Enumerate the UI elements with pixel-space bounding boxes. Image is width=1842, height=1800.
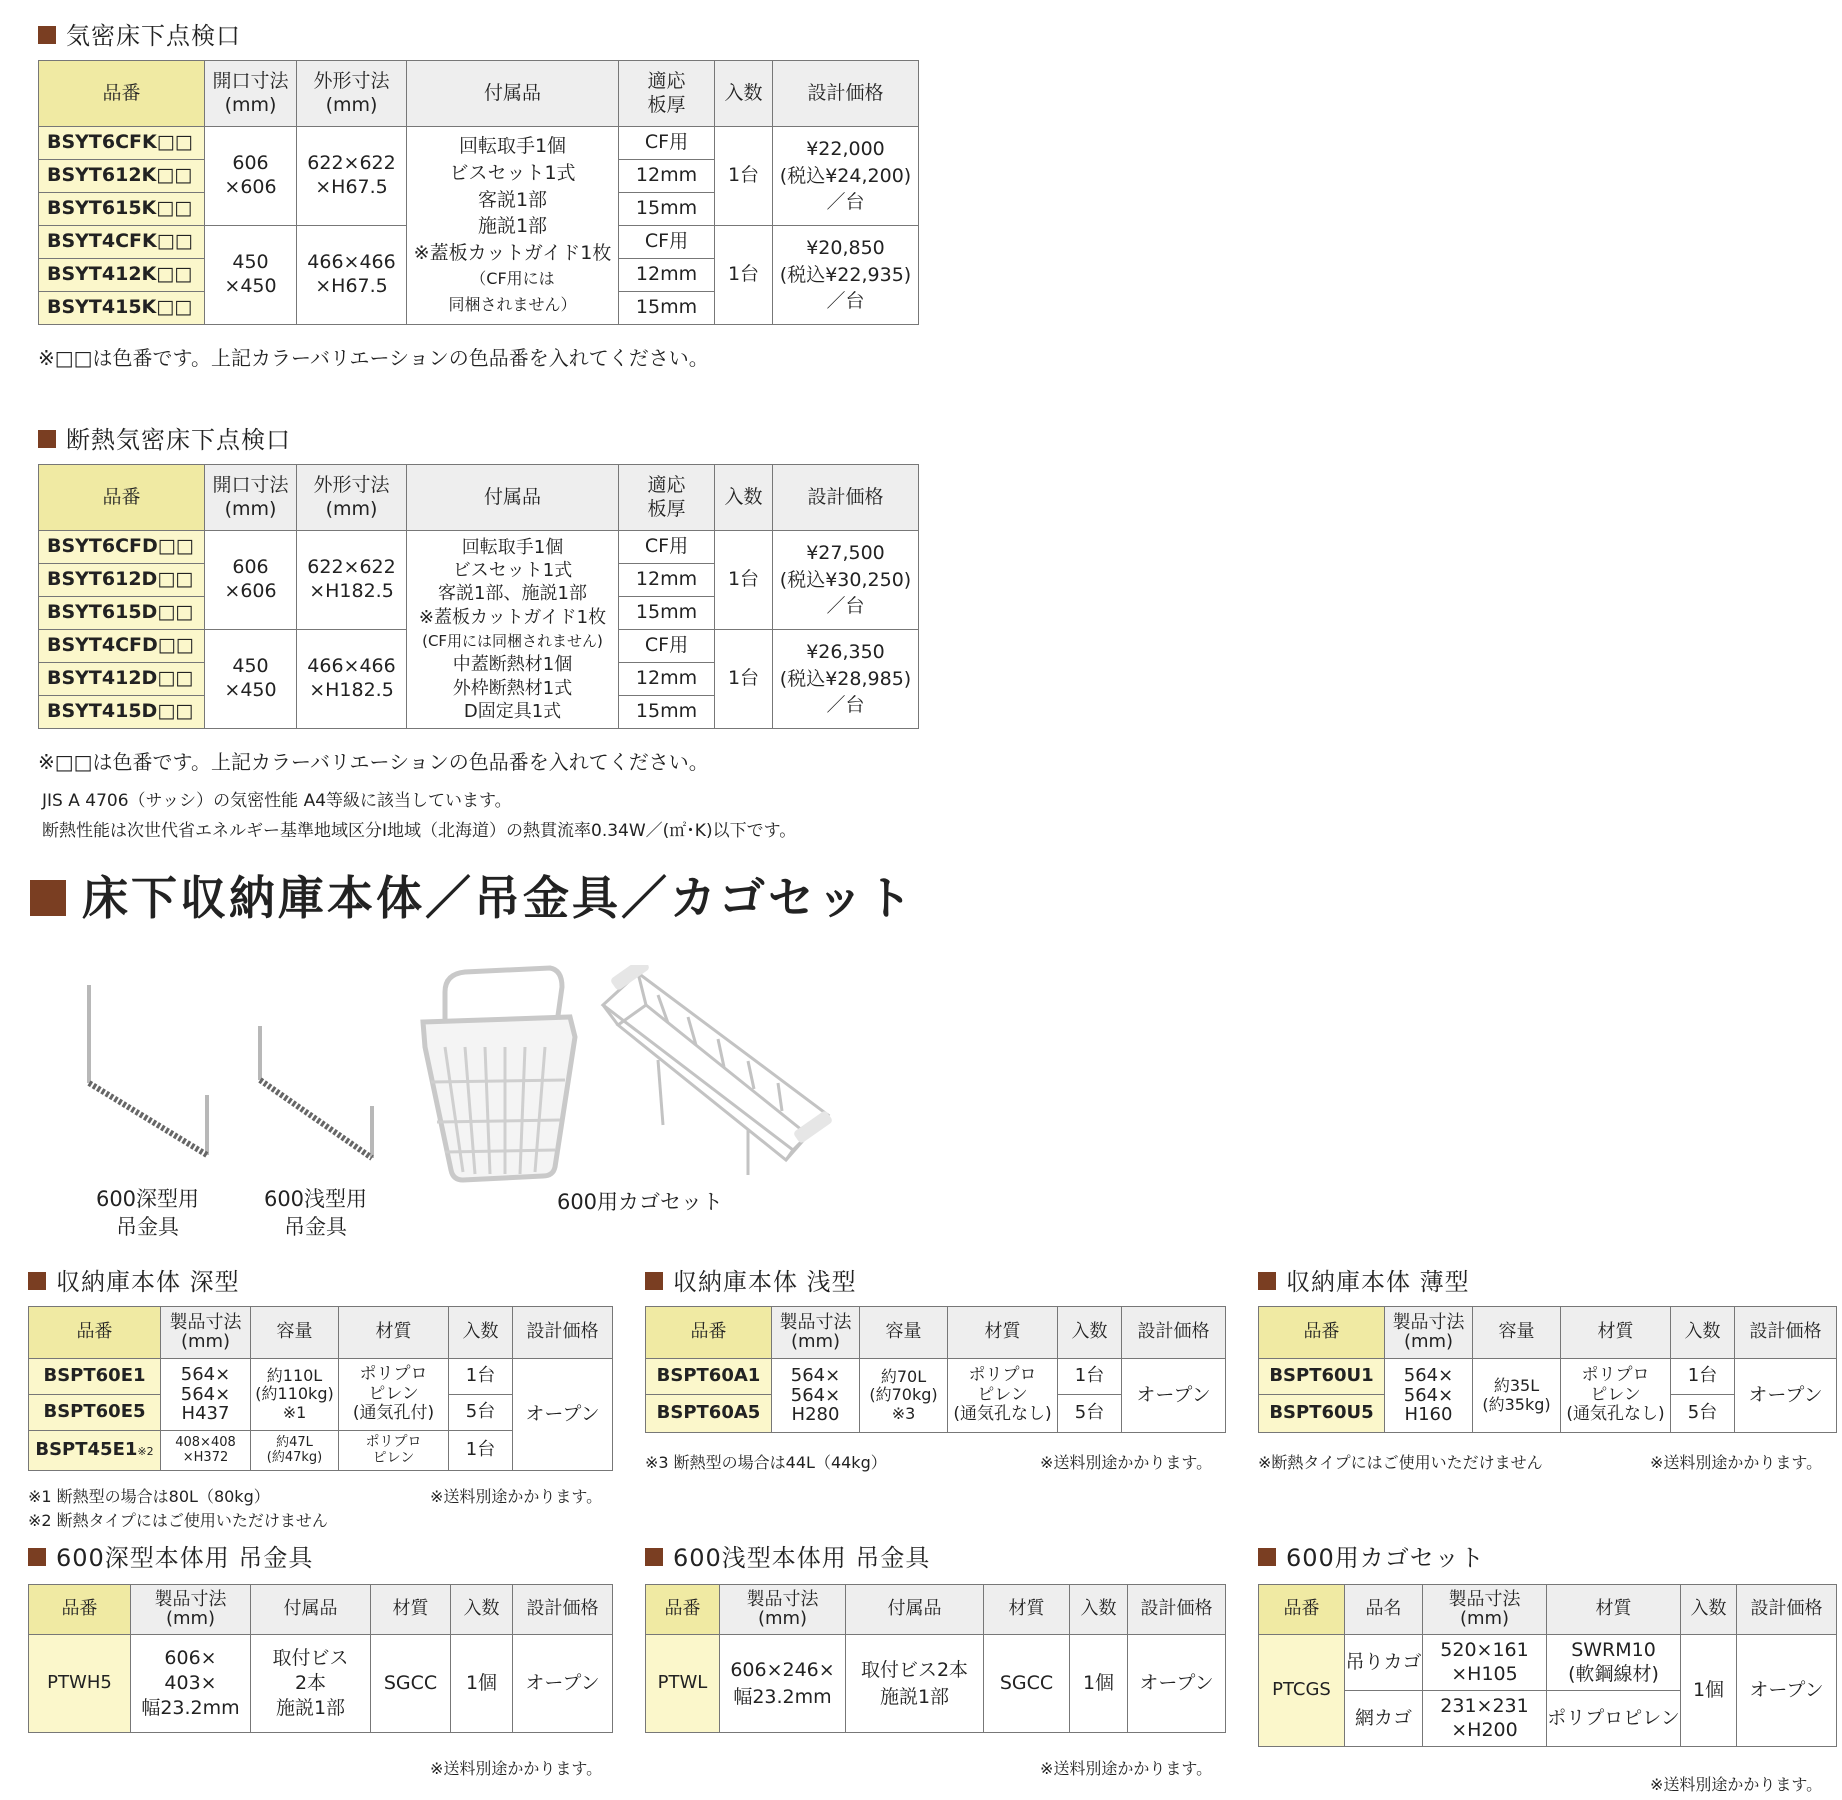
outer-size: 622×622 ×H182.5	[297, 531, 407, 630]
deep-note-1: ※1 断熱型の場合は80L（80kg）	[28, 1487, 270, 1506]
header-thickness: 適応 板厚	[619, 465, 715, 531]
quantity: 5台	[449, 1395, 513, 1431]
quantity: 1台	[715, 531, 773, 630]
title-marker-icon	[645, 1548, 663, 1566]
title-marker-icon	[645, 1272, 663, 1290]
product-code: BSYT6CFK□□	[39, 127, 205, 160]
basket-set-caption: 600用カゴセット	[556, 1190, 724, 1214]
price: オープン	[1735, 1359, 1837, 1433]
section-title-basket-set: 600用カゴセット	[1258, 1538, 1485, 1573]
header-qty: 入数	[1058, 1307, 1122, 1359]
header-accessories: 付属品	[251, 1585, 371, 1635]
opening-size: 450 ×450	[205, 226, 297, 325]
shallow-hanger-shipping-note: ※送料別途かかります。	[1040, 1759, 1213, 1778]
quantity: 5台	[1671, 1395, 1735, 1433]
product-code: BSYT415K□□	[39, 292, 205, 325]
product-code: BSYT412D□□	[39, 663, 205, 696]
deep-hanger-table	[28, 1584, 613, 1733]
section-title-deep-hanger: 600深型本体用 吊金具	[28, 1538, 313, 1573]
capacity: 約47L (約47kg)	[251, 1431, 339, 1471]
header-code: 品番	[39, 465, 205, 531]
header-price: 設計価格	[1128, 1585, 1226, 1635]
header-code: 品番	[1259, 1585, 1345, 1635]
header-price: 設計価格	[513, 1585, 613, 1635]
product-size: 408×408 ×H372	[161, 1431, 251, 1471]
thin-shipping-note: ※送料別途かかります。	[1650, 1453, 1823, 1472]
product-code: BSPT60U1	[1259, 1359, 1385, 1395]
price: オープン	[1122, 1359, 1226, 1433]
title-marker-icon	[28, 1548, 46, 1566]
title-marker-icon	[38, 26, 56, 44]
price: ¥22,000 (税込¥24,200) ／台	[773, 127, 919, 226]
price: オープン	[513, 1359, 613, 1471]
deep-hanger-image	[80, 975, 220, 1160]
price: オープン	[1128, 1635, 1226, 1733]
price: ¥26,350 (税込¥28,985) ／台	[773, 630, 919, 729]
product-size: 564× 564× H437	[161, 1359, 251, 1431]
price: オープン	[1737, 1635, 1837, 1747]
quantity: 1個	[451, 1635, 513, 1733]
thickness: 12mm	[619, 160, 715, 193]
header-capacity: 容量	[1473, 1307, 1561, 1359]
product-code: BSPT60A1	[646, 1359, 772, 1395]
outer-size: 466×466 ×H182.5	[297, 630, 407, 729]
airtight-table	[38, 60, 919, 325]
shallow-hanger-image	[250, 1018, 380, 1163]
quantity: 1台	[715, 127, 773, 226]
header-capacity: 容量	[251, 1307, 339, 1359]
header-price: 設計価格	[513, 1307, 613, 1359]
product-code: BSYT4CFK□□	[39, 226, 205, 259]
material: SGCC	[371, 1635, 451, 1733]
accessories: 回転取手1個 ビスセット1式 客説1部、施説1部 ※蓋板カットガイド1枚 (CF用には同梱されません) 中蓋断熱材1個 外枠断熱材1式 D固定具1式	[407, 531, 619, 729]
thickness: CF用	[619, 127, 715, 160]
product-code: BSYT415D□□	[39, 696, 205, 729]
product-code: BSPT60A5	[646, 1395, 772, 1433]
quantity: 1台	[449, 1359, 513, 1395]
product-code: PTCGS	[1259, 1635, 1345, 1747]
header-price: 設計価格	[773, 61, 919, 127]
thickness: 15mm	[619, 597, 715, 630]
header-material: 材質	[1561, 1307, 1671, 1359]
header-material: 材質	[984, 1585, 1070, 1635]
material: ポリプロ ピレン (通気孔なし)	[948, 1359, 1058, 1433]
capacity: 約35L (約35kg)	[1473, 1359, 1561, 1433]
product-size: 606×246× 幅23.2mm	[720, 1635, 846, 1733]
material: ポリプロ ピレン (通気孔なし)	[1561, 1359, 1671, 1433]
deep-storage-table	[28, 1306, 613, 1471]
title-marker-icon	[30, 880, 66, 916]
main-section-title: 床下収納庫本体／吊金具／カゴセット	[30, 862, 915, 928]
accessories: 取付ビス 2本 施説1部	[251, 1635, 371, 1733]
material: ポリプロピレン	[1547, 1691, 1681, 1747]
hanging-basket-image	[598, 965, 848, 1185]
deep-hanger-caption: 600深型用 吊金具	[95, 1187, 200, 1240]
outer-size: 466×466 ×H67.5	[297, 226, 407, 325]
deep-shipping-note: ※送料別途かかります。	[430, 1487, 603, 1506]
header-opening: 開口寸法 (mm)	[205, 465, 297, 531]
title-marker-icon	[1258, 1548, 1276, 1566]
quantity: 1台	[715, 226, 773, 325]
product-size: 564× 564× H280	[772, 1359, 860, 1433]
header-code: 品番	[29, 1585, 131, 1635]
product-code: BSYT6CFD□□	[39, 531, 205, 564]
header-code: 品番	[646, 1307, 772, 1359]
product-code: BSPT60E5	[29, 1395, 161, 1431]
airtight-spec-note: JIS A 4706（サッシ）の気密性能 A4等級に該当しています。	[42, 791, 512, 811]
header-qty: 入数	[1681, 1585, 1737, 1635]
header-qty: 入数	[715, 61, 773, 127]
header-size: 製品寸法 (mm)	[161, 1307, 251, 1359]
section-title-shallow: 収納庫本体 浅型	[645, 1262, 857, 1297]
thickness: 15mm	[619, 696, 715, 729]
shallow-hanger-caption: 600浅型用 吊金具	[263, 1187, 368, 1240]
header-code: 品番	[1259, 1307, 1385, 1359]
shallow-note: ※3 断熱型の場合は44L（44kg）	[645, 1453, 887, 1472]
header-size: 製品寸法 (mm)	[720, 1585, 846, 1635]
insulated-table	[38, 464, 919, 729]
quantity: 5台	[1058, 1395, 1122, 1433]
product-code: BSPT45E1※2	[29, 1431, 161, 1471]
thickness: 15mm	[619, 193, 715, 226]
insulation-spec-note: 断熱性能は次世代省エネルギー基準地域区分Ⅰ地域（北海道）の熱貫流率0.34W／(㎡･K)以下です。	[42, 821, 797, 841]
header-capacity: 容量	[860, 1307, 948, 1359]
header-price: 設計価格	[773, 465, 919, 531]
product-code: BSPT60E1	[29, 1359, 161, 1395]
product-code: BSYT612D□□	[39, 564, 205, 597]
opening-size: 450 ×450	[205, 630, 297, 729]
header-qty: 入数	[1671, 1307, 1735, 1359]
quantity: 1台	[1671, 1359, 1735, 1395]
shallow-shipping-note: ※送料別途かかります。	[1040, 1453, 1213, 1472]
title-marker-icon	[28, 1272, 46, 1290]
product-code: BSYT612K□□	[39, 160, 205, 193]
product-size: 564× 564× H160	[1385, 1359, 1473, 1433]
basket-shipping-note: ※送料別途かかります。	[1650, 1775, 1823, 1794]
quantity: 1個	[1070, 1635, 1128, 1733]
product-size: 606× 403× 幅23.2mm	[131, 1635, 251, 1733]
section-title-deep: 収納庫本体 深型	[28, 1262, 240, 1297]
outer-size: 622×622 ×H67.5	[297, 127, 407, 226]
header-price: 設計価格	[1122, 1307, 1226, 1359]
shallow-storage-table	[645, 1306, 1226, 1433]
quantity: 1台	[449, 1431, 513, 1471]
opening-size: 606 ×606	[205, 127, 297, 226]
header-material: 材質	[339, 1307, 449, 1359]
material: ポリプロ ピレン (通気孔付)	[339, 1359, 449, 1431]
section-title-shallow-hanger: 600浅型本体用 吊金具	[645, 1538, 930, 1573]
header-price: 設計価格	[1735, 1307, 1837, 1359]
thickness: 12mm	[619, 564, 715, 597]
header-size: 製品寸法 (mm)	[772, 1307, 860, 1359]
header-material: 材質	[948, 1307, 1058, 1359]
product-code: BSPT60U5	[1259, 1395, 1385, 1433]
thickness: 12mm	[619, 259, 715, 292]
header-material: 材質	[1547, 1585, 1681, 1635]
header-size: 製品寸法 (mm)	[131, 1585, 251, 1635]
thin-storage-table	[1258, 1306, 1837, 1433]
header-accessories: 付属品	[846, 1585, 984, 1635]
product-size: 231×231 ×H200	[1423, 1691, 1547, 1747]
header-qty: 入数	[715, 465, 773, 531]
opening-size: 606 ×606	[205, 531, 297, 630]
product-size: 520×161 ×H105	[1423, 1635, 1547, 1691]
product-code: PTWL	[646, 1635, 720, 1733]
product-code: PTWH5	[29, 1635, 131, 1733]
accessories: 取付ビス2本 施説1部	[846, 1635, 984, 1733]
thickness: 15mm	[619, 292, 715, 325]
thickness: CF用	[619, 630, 715, 663]
section-title-airtight: 気密床下点検口	[38, 16, 241, 51]
header-outer: 外形寸法 (mm)	[297, 465, 407, 531]
header-name: 品名	[1345, 1585, 1423, 1635]
title-marker-icon	[1258, 1272, 1276, 1290]
price: オープン	[513, 1635, 613, 1733]
shallow-hanger-table	[645, 1584, 1226, 1733]
price: ¥27,500 (税込¥30,250) ／台	[773, 531, 919, 630]
header-opening: 開口寸法 (mm)	[205, 61, 297, 127]
header-accessories: 付属品	[407, 465, 619, 531]
material: ポリプロ ピレン	[339, 1431, 449, 1471]
header-size: 製品寸法 (mm)	[1385, 1307, 1473, 1359]
header-code: 品番	[29, 1307, 161, 1359]
thickness: CF用	[619, 531, 715, 564]
product-code: BSYT412K□□	[39, 259, 205, 292]
header-price: 設計価格	[1737, 1585, 1837, 1635]
quantity: 1台	[715, 630, 773, 729]
color-code-note: ※□□は色番です。上記カラーバリエーションの色品番を入れてください。	[38, 750, 709, 774]
header-material: 材質	[371, 1585, 451, 1635]
header-qty: 入数	[451, 1585, 513, 1635]
deep-hanger-shipping-note: ※送料別途かかります。	[430, 1759, 603, 1778]
header-code: 品番	[646, 1585, 720, 1635]
mesh-basket-image	[415, 962, 580, 1187]
capacity: 約70L (約70kg) ※3	[860, 1359, 948, 1433]
product-name: 吊りカゴ	[1345, 1635, 1423, 1691]
header-size: 製品寸法 (mm)	[1423, 1585, 1547, 1635]
quantity: 1個	[1681, 1635, 1737, 1747]
header-accessories: 付属品	[407, 61, 619, 127]
section-title-insulated: 断熱気密床下点検口	[38, 420, 291, 455]
section-title-thin: 収納庫本体 薄型	[1258, 1262, 1470, 1297]
thickness: CF用	[619, 226, 715, 259]
header-thickness: 適応 板厚	[619, 61, 715, 127]
product-code: BSYT4CFD□□	[39, 630, 205, 663]
header-qty: 入数	[1070, 1585, 1128, 1635]
material: SWRM10 (軟鋼線材)	[1547, 1635, 1681, 1691]
price: ¥20,850 (税込¥22,935) ／台	[773, 226, 919, 325]
accessories: 回転取手1個 ビスセット1式 客説1部 施説1部 ※蓋板カットガイド1枚 （CF用には 同梱されません）	[407, 127, 619, 325]
header-code: 品番	[39, 61, 205, 127]
title-marker-icon	[38, 430, 56, 448]
header-qty: 入数	[449, 1307, 513, 1359]
product-code: BSYT615K□□	[39, 193, 205, 226]
basket-set-table	[1258, 1584, 1837, 1747]
color-code-note: ※□□は色番です。上記カラーバリエーションの色品番を入れてください。	[38, 346, 709, 370]
deep-note-2: ※2 断熱タイプにはご使用いただけません	[28, 1511, 328, 1530]
thickness: 12mm	[619, 663, 715, 696]
thin-note: ※断熱タイプにはご使用いただけません	[1258, 1453, 1543, 1472]
quantity: 1台	[1058, 1359, 1122, 1395]
capacity: 約110L (約110kg) ※1	[251, 1359, 339, 1431]
material: SGCC	[984, 1635, 1070, 1733]
product-name: 網カゴ	[1345, 1691, 1423, 1747]
header-outer: 外形寸法 (mm)	[297, 61, 407, 127]
product-code: BSYT615D□□	[39, 597, 205, 630]
